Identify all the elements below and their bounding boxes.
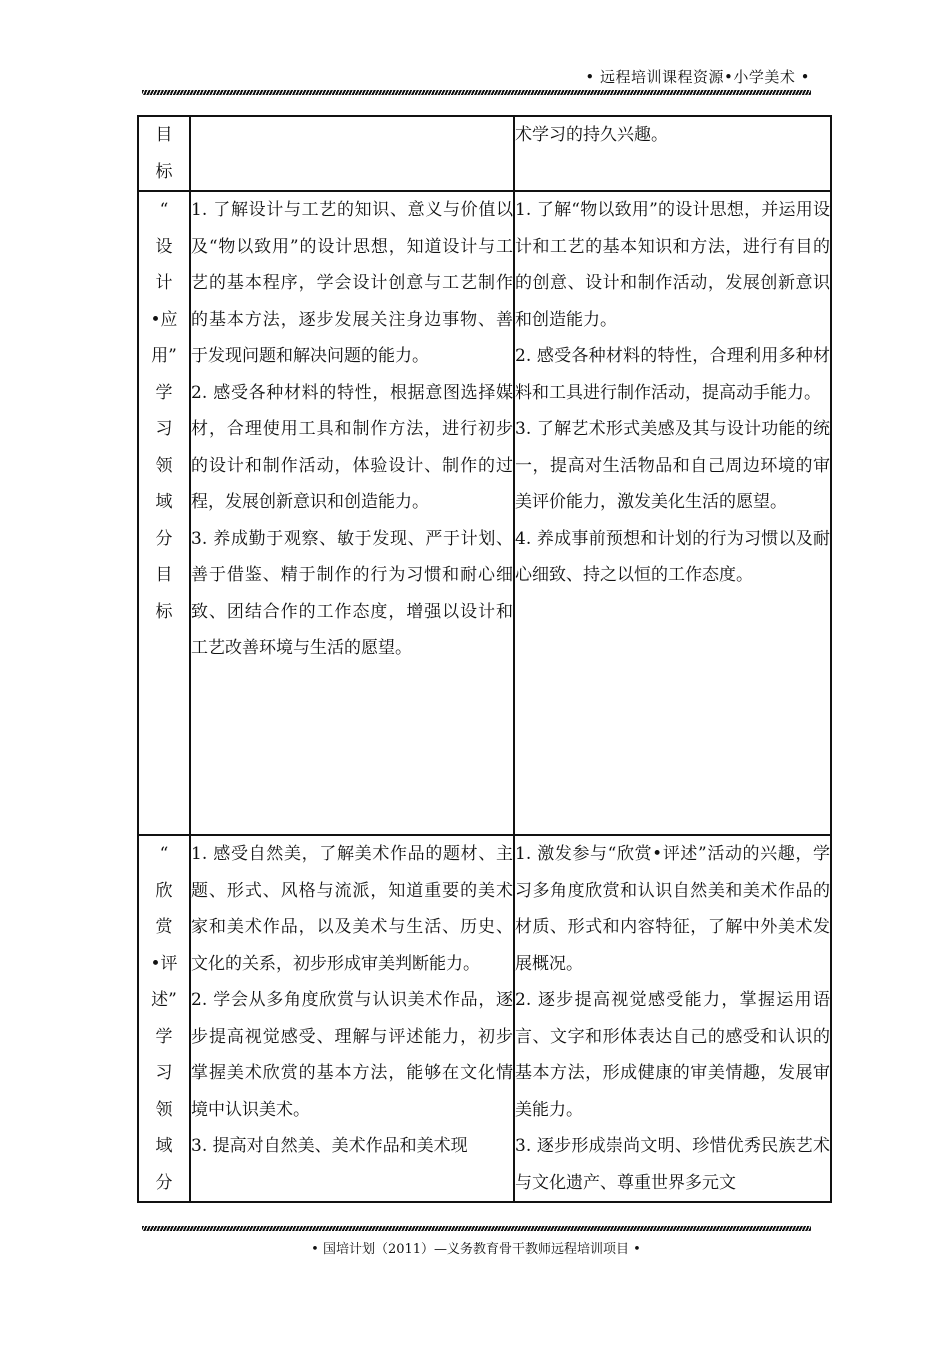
paragraph: 3. 了解艺术形式美感及其与设计功能的统一，提高对生活物品和自己周边环境的审美评价能力，激发美化生活的愿望。 xyxy=(515,419,830,512)
label-char: 计 xyxy=(155,273,173,293)
label-char: “ xyxy=(159,200,169,220)
paragraph: 2. 学会从多角度欣赏与认识美术作品，逐步提高视觉感受、理解与评述能力，初步掌握美术欣赏的基本方法，能够在文化情境中认识美术。 xyxy=(191,990,513,1120)
content-cell xyxy=(514,116,831,191)
label-char: 分 xyxy=(155,528,173,549)
curriculum-goals-table xyxy=(137,115,832,1203)
paragraph: 1. 激发参与“欣赏•评述”活动的兴趣，学习多角度欣赏和认识自然美和美术作品的材质、形式和内容特征，了解中外美术发展概况。 xyxy=(515,844,830,974)
row-label-cell xyxy=(138,835,190,1202)
row-label-cell xyxy=(138,116,190,191)
label-char: 标 xyxy=(155,601,173,622)
label-char: 目 xyxy=(155,565,173,585)
label-char: 习 xyxy=(155,419,173,439)
label-char: 设 xyxy=(155,236,173,257)
label-char: •评 xyxy=(150,953,178,974)
table-row xyxy=(138,835,831,1202)
label-char: 分 xyxy=(155,1172,173,1193)
label-char: “ xyxy=(159,844,169,864)
header-rule xyxy=(142,90,811,95)
label-char: 学 xyxy=(155,1026,173,1047)
paragraph: 2. 逐步提高视觉感受能力，掌握运用语言、文字和形体表达自己的感受和认识的基本方法，形成健康的审美情趣，发展审美能力。 xyxy=(515,990,830,1120)
paragraph: 2. 感受各种材料的特性，根据意图选择媒材，合理使用工具和制作方法，进行初步的设计和制作活动，体验设计、制作的过程，发展创新意识和创造能力。 xyxy=(191,382,513,512)
paragraph: 术学习的持久兴趣。 xyxy=(515,125,668,145)
label-char: 述” xyxy=(151,990,177,1010)
content-cell xyxy=(514,835,831,1202)
table-row xyxy=(138,116,831,191)
label-char: 域 xyxy=(155,1136,173,1156)
paragraph: 3. 提高对自然美、美术作品和美术现 xyxy=(191,1136,468,1156)
label-char: 欣 xyxy=(155,880,173,901)
label-char: 标 xyxy=(155,161,173,182)
table-row xyxy=(138,191,831,835)
label-char: 领 xyxy=(155,455,173,476)
paragraph: 2. 感受各种材料的特性，合理利用多种材料和工具进行制作活动，提高动手能力。 xyxy=(515,346,830,403)
label-char: 目 xyxy=(155,125,173,145)
paragraph: 3. 养成勤于观察、敏于发现、严于计划、善于借鉴、精于制作的行为习惯和耐心细致、团结合作的工作态度，增强以设计和工艺改善环境与生活的愿望。 xyxy=(191,528,513,658)
page-header-title: • 远程培训课程资源•小学美术 • xyxy=(585,68,810,86)
content-cell xyxy=(190,191,514,835)
paragraph: 1. 了解设计与工艺的知识、意义与价值以及“物以致用”的设计思想，知道设计与工艺的基本程序，学会设计创意与工艺制作的基本方法，逐步发展关注身边事物、善于发现问题和解决问题的能力。 xyxy=(191,200,513,366)
paragraph: 1. 感受自然美，了解美术作品的题材、主题、形式、风格与流派，知道重要的美术家和美术作品，以及美术与生活、历史、文化的关系，初步形成审美判断能力。 xyxy=(191,844,513,974)
label-char: 习 xyxy=(155,1063,173,1083)
paragraph: 3. 逐步形成崇尚文明、珍惜优秀民族艺术与文化遗产、尊重世界多元文 xyxy=(515,1136,830,1193)
paragraph: 1. 了解“物以致用”的设计思想，并运用设计和工艺的基本知识和方法，进行有目的的创意、设计和制作活动，发展创新意识和创造能力。 xyxy=(515,200,830,330)
footer-rule xyxy=(142,1226,811,1231)
label-char: 领 xyxy=(155,1099,173,1120)
label-char: 域 xyxy=(155,492,173,512)
row-label-cell xyxy=(138,191,190,835)
label-char: •应 xyxy=(150,309,178,330)
page-footer-text: • 国培计划（2011）—义务教育骨干教师远程培训项目 • xyxy=(311,1242,641,1257)
empty-cell xyxy=(190,116,514,191)
label-char: 用” xyxy=(151,346,177,366)
content-cell xyxy=(514,191,831,835)
label-char: 学 xyxy=(155,382,173,403)
paragraph: 4. 养成事前预想和计划的行为习惯以及耐心细致、持之以恒的工作态度。 xyxy=(515,528,830,585)
label-char: 赏 xyxy=(155,917,173,937)
content-cell xyxy=(190,835,514,1202)
